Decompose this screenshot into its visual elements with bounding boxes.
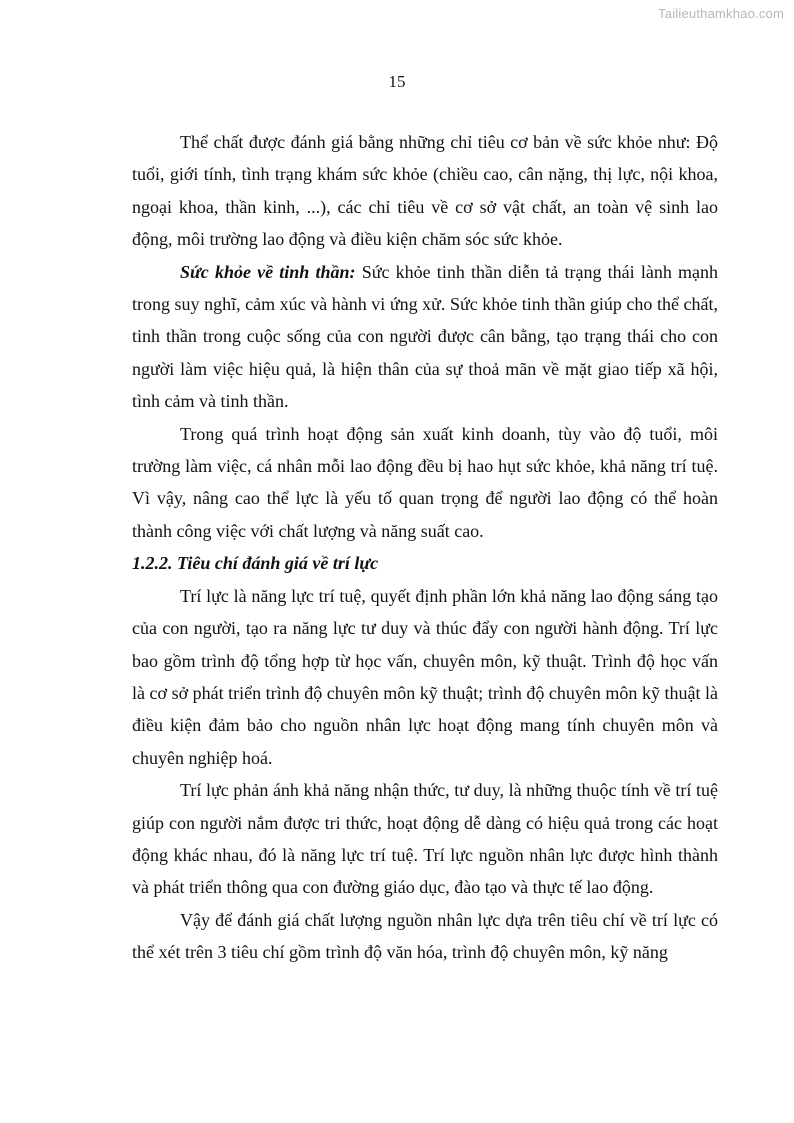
page-number: 15 (388, 72, 406, 91)
paragraph-production-health: Trong quá trình hoạt động sản xuất kinh doanh, tùy vào độ tuổi, môi trường làm việc, cá nhân mỗi lao động đều bị hao hụt sức khỏe, khả năng trí tuệ. Vì vậy, nâng cao thể lực là yếu tố quan trọng để người lao động có thể hoàn thành công việc với chất lượng và năng suất cao. (132, 423, 718, 541)
paragraph-physical-health: Thể chất được đánh giá bằng những chỉ tiêu cơ bản về sức khỏe như: Độ tuổi, giới tính, tình trạng khám sức khỏe (chiều cao, cân nặng, thị lực, nội khoa, ngoại khoa, thần kinh, ...), các chỉ tiêu về cơ sở vật chất, an toàn vệ sinh lao động, môi trường lao động và điều kiện chăm sóc sức khỏe. (132, 132, 718, 250)
mental-health-text: Sức khỏe tinh thần diễn tả trạng thái lành mạnh trong suy nghĩ, cảm xúc và hành vi ứng xử. Sức khỏe tinh thần giúp cho thể chất, tinh thần trong cuộc sống của con người được cân bằng, tạo trạng thái cho con người làm việc hiệu quả, là hiện thân của sự thoả mãn về mặt giao tiếp xã hội, tình cảm và tinh thần. (132, 261, 718, 412)
paragraph-intellect-criteria: Vậy để đánh giá chất lượng nguồn nhân lực dựa trên tiêu chí về trí lực có thể xét trên 3 tiêu chí gồm trình độ văn hóa, trình độ chuyên môn, kỹ năng (132, 909, 718, 963)
paragraph-intellect-reflection: Trí lực phản ánh khả năng nhận thức, tư duy, là những thuộc tính về trí tuệ giúp con người nắm được tri thức, hoạt động dễ dàng có hiệu quả trong các hoạt động khác nhau, đó là năng lực trí tuệ. Trí lực nguồn nhân lực được hình thành và phát triển thông qua con đường giáo dục, đào tạo và thực tế lao động. (132, 780, 718, 898)
paragraph-intellect-definition: Trí lực là năng lực trí tuệ, quyết định phần lớn khả năng lao động sáng tạo của con người, tạo ra năng lực tư duy và thúc đẩy con người hành động. Trí lực bao gồm trình độ tổng hợp từ học vấn, chuyên môn, kỹ thuật. Trình độ học vấn là cơ sở phát triển trình độ chuyên môn kỹ thuật; trình độ chuyên môn kỹ thuật là điều kiện đảm bảo cho nguồn nhân lực hoạt động mang tính chuyên môn và chuyên nghiệp hoá. (132, 585, 718, 768)
paragraph-mental-health (132, 256, 718, 418)
document-body (132, 126, 718, 969)
section-heading-intellect: 1.2.2. Tiêu chí đánh giá về trí lực (132, 553, 379, 574)
mental-health-lead: Sức khỏe về tinh thần: (180, 261, 356, 282)
watermark: Tailieuthamkhao.com (658, 6, 784, 21)
